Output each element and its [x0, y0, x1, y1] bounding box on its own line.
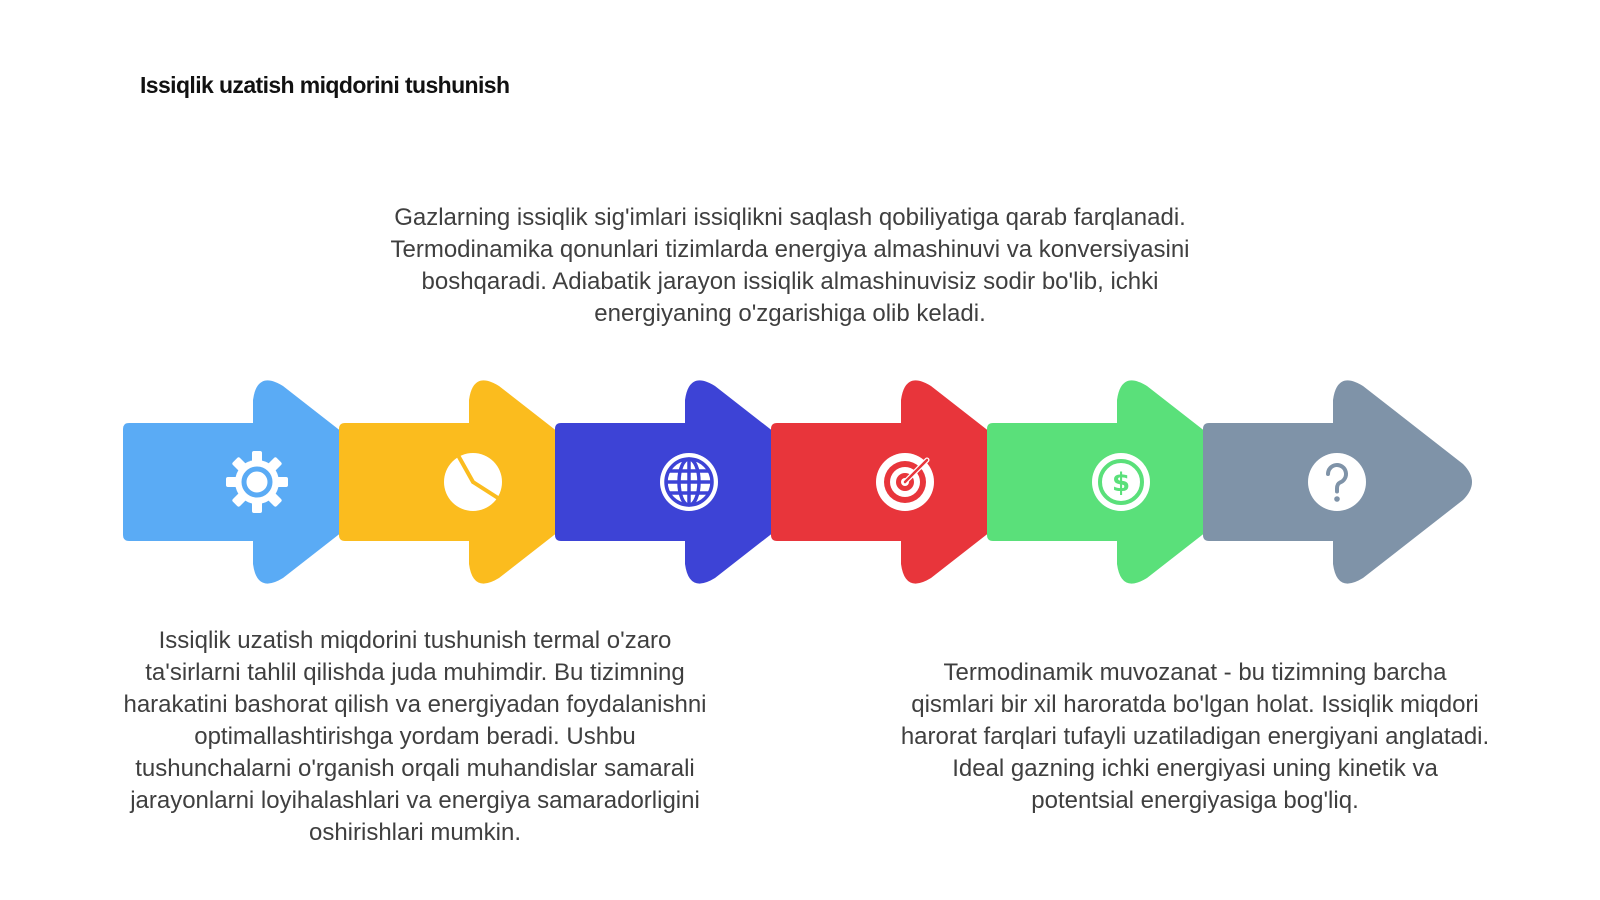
pie-chart-icon: [444, 453, 502, 511]
target-icon: [876, 453, 934, 511]
page-title: Issiqlik uzatish miqdorini tushunish: [140, 72, 510, 98]
gear-icon: [226, 451, 288, 513]
dollar-coin-icon: [1092, 453, 1150, 511]
svg-text:$: $: [1111, 468, 1131, 498]
text-block-right: Termodinamik muvozanat - bu tizimning barcha qismlari bir xil haroratda bo'lgan holat. Issiqlik miqdori harorat farqlari tufayli uzatiladigan energiyani anglatadi. Ideal gazning ichki energiyasi uning kinetik va potentsial energiyasiga bog'liq.: [900, 659, 1490, 814]
text-block-top: Gazlarning issiqlik sig'imlari issiqlikni saqlash qobiliyatiga qarab farqlanadi. Termodinamika qonunlari tizimlarda energiya almashinuvi va konversiyasini boshqaradi. Adiabatik jarayon issiqlik almashinuvisiz sodir bo'lib, ichki energiyaning o'zgarishiga olib keladi.: [390, 204, 1190, 327]
question-icon: [1308, 453, 1366, 511]
globe-icon: [660, 453, 718, 511]
text-block-left: Issiqlik uzatish miqdorini tushunish termal o'zaro ta'sirlarni tahlil qilishda juda muhimdir. Bu tizimning harakatini bashorat qilish va energiyadan foydalanishni optimallashtirishga yordam beradi. Ushbu tushunchalarni o'rganish orqali muhandislar samarali jarayonlarni loyihalashlari va energiya samaradorligini oshirishlari mumkin.: [123, 627, 707, 846]
process-arrow-6: [1203, 380, 1472, 583]
